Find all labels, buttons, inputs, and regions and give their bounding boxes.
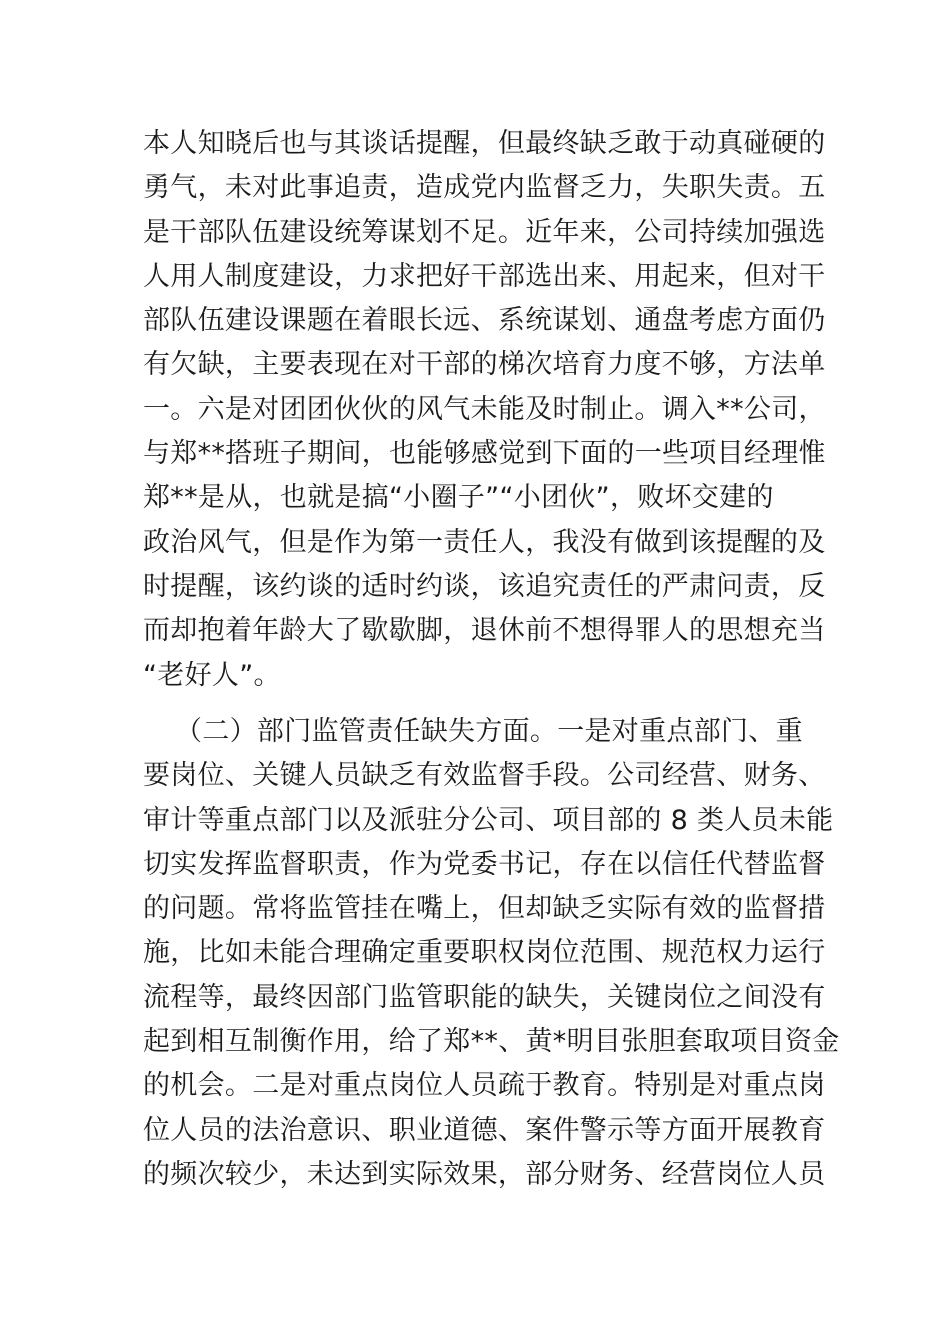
paragraph-1-line: 郑**是从，也就是搞“小圈子”“小团伙”，败坏交建的 [143, 482, 774, 514]
paragraph-1 [143, 122, 826, 698]
paragraph-2-line: 的机会。二是对重点岗位人员疏于教育。特别是对重点岗 [143, 1070, 826, 1102]
paragraph-2-line: 的频次较少，未达到实际效果，部分财务、经营岗位人员 [143, 1158, 826, 1190]
paragraph-2-line: 流程等，最终因部门监管职能的缺失，关键岗位之间没有 [143, 981, 826, 1013]
paragraph-1-line: 而却抱着年龄大了歇歇脚，退休前不想得罪人的思想充当 [143, 615, 826, 647]
paragraph-1-line: 一。六是对团团伙伙的风气未能及时制止。调入**公司， [143, 393, 826, 425]
paragraph-2-line: 的问题。常将监管挂在嘴上，但却缺乏实际有效的监督措 [143, 893, 826, 925]
paragraph-1-line: 人用人制度建设，力求把好干部选出来、用起来，但对干 [143, 260, 826, 292]
paragraph-1-line: 政治风气，但是作为第一责任人，我没有做到该提醒的及 [143, 526, 826, 558]
paragraph-1-line: 有欠缺，主要表现在对干部的梯次培育力度不够，方法单 [143, 349, 826, 381]
paragraph-1-line: 时提醒，该约谈的适时约谈，该追究责任的严肃问责，反 [143, 570, 826, 602]
paragraph-2-line: 审计等重点部门以及派驻分公司、项目部的 8 类人员未能 [143, 804, 834, 836]
paragraph-2-line: 切实发挥监督职责，作为党委书记，存在以信任代替监督 [143, 848, 826, 880]
paragraph-1-line: 部队伍建设课题在着眼长远、系统谋划、通盘考虑方面仍 [143, 305, 826, 337]
paragraph-2-heading-line: （二）部门监管责任缺失方面。一是对重点部门、重 [175, 716, 803, 747]
paragraph-1-line: 与郑**搭班子期间，也能够感觉到下面的一些项目经理惟 [143, 438, 826, 470]
paragraph-1-line: “老好人”。 [143, 659, 281, 691]
paragraph-2-line: 要岗位、关键人员缺乏有效监督手段。公司经营、财务、 [143, 760, 826, 792]
paragraph-2-line: 施，比如未能合理确定重要职权岗位范围、规范权力运行 [143, 937, 826, 969]
paragraph-1-line: 本人知晓后也与其谈话提醒，但最终缺乏敢于动真碰硬的 [143, 128, 826, 159]
paragraph-2 [143, 710, 840, 1197]
paragraph-2-line: 起到相互制衡作用，给了郑**、黄*明目张胆套取项目资金 [143, 1026, 840, 1058]
paragraph-2-line: 位人员的法治意识、职业道德、案件警示等方面开展教育 [143, 1114, 826, 1146]
paragraph-1-line: 是干部队伍建设统筹谋划不足。近年来，公司持续加强选 [143, 216, 826, 248]
paragraph-1-line: 勇气，未对此事追责，造成党内监督乏力，失职失责。五 [143, 172, 826, 204]
